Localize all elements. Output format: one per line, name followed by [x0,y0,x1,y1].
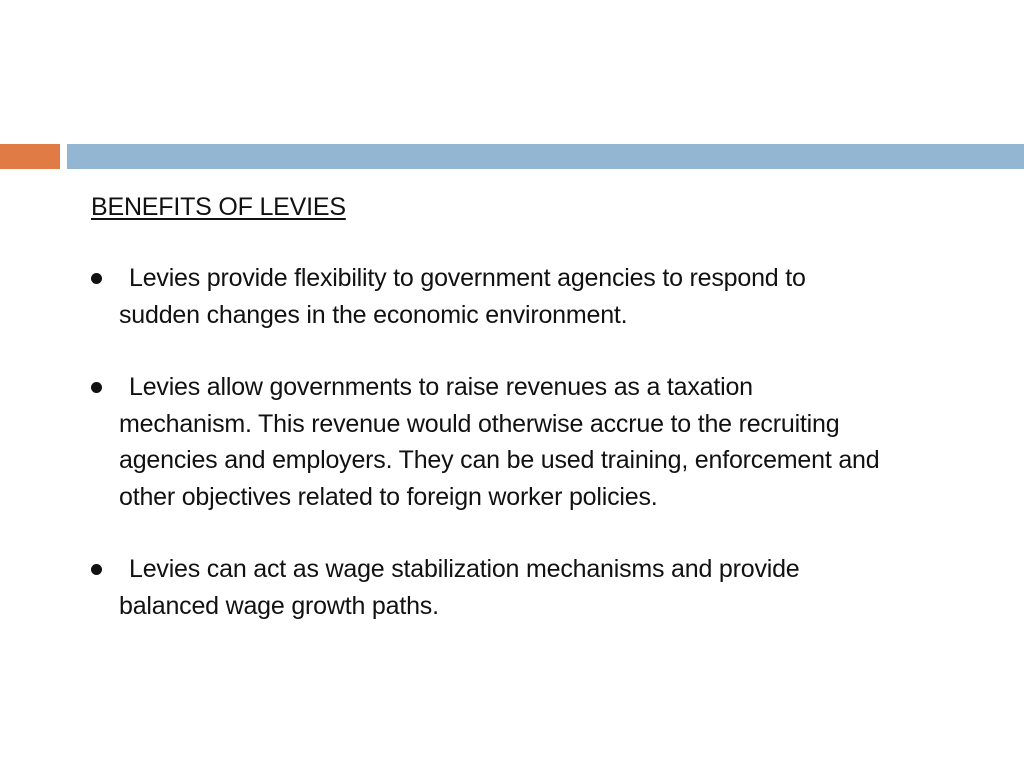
accent-bar-blue [67,144,1024,169]
bullet-text: Levies allow governments to raise revenues as a taxation mechanism. This revenue would otherwise accrue to the recruiting agencies and employers. They can be used training, enforcement and other objectives related to foreign worker policies. [119,373,880,511]
bullet-text: Levies can act as wage stabilization mechanisms and provide balanced wage growth paths. [119,555,800,620]
bullet-dot-icon [91,382,102,393]
bullet-dot-icon [91,273,102,284]
bullet-item [91,369,891,515]
slide-content [91,190,891,660]
bullet-list [91,260,891,624]
bullet-item [91,551,891,624]
accent-bar-orange [0,144,60,169]
bullet-text: Levies provide flexibility to government agencies to respond to sudden changes in the economic environment. [119,264,806,329]
bullet-item [91,260,891,333]
slide-heading: BENEFITS OF LEVIES [91,193,346,221]
bullet-dot-icon [91,564,102,575]
